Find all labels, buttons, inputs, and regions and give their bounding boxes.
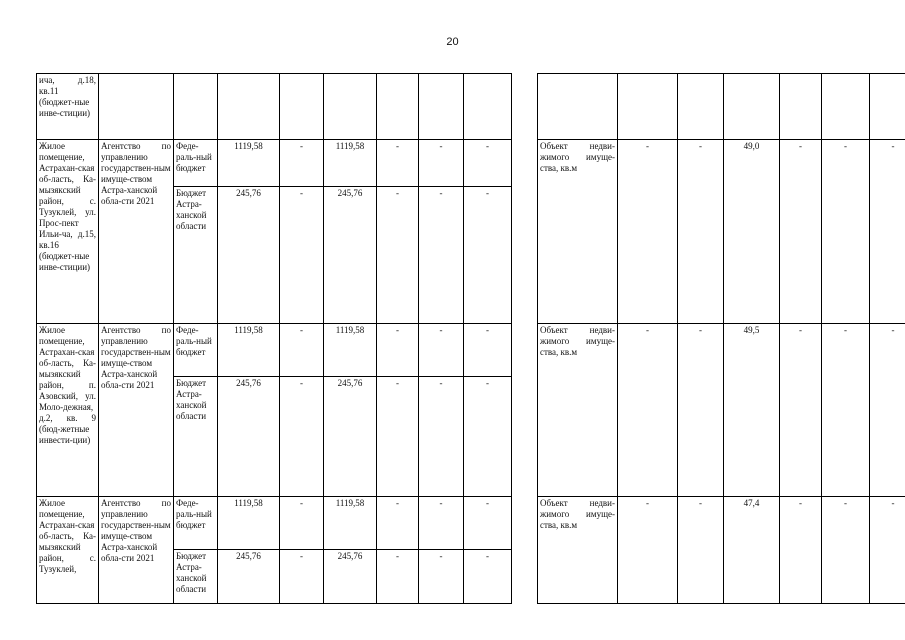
- object-cell: ича, д.18, кв.11 (бюджет-ные инве-стиции): [37, 74, 99, 140]
- object-cell: Жилое помещение, Астрахан-ская об-ласть, Ка-мызякский район, с. Тузуклей, ул. Прос-пект Ильи-ча, д.15, кв.16 (бюджет-ные инве-стиции): [37, 140, 99, 324]
- amount-cell: 1119,58: [324, 140, 377, 187]
- indicator-value-cell: -: [780, 324, 822, 497]
- amount-cell: -: [464, 377, 512, 497]
- indicator-value-cell: 49,0: [724, 140, 780, 324]
- indicator-value-cell: -: [822, 497, 870, 604]
- amount-cell: 245,76: [324, 377, 377, 497]
- amount-cell: -: [464, 140, 512, 187]
- indicator-value-cell: -: [780, 140, 822, 324]
- funding-source-cell: Бюджет Астра-ханской области: [174, 187, 218, 324]
- amount-cell: -: [280, 550, 324, 604]
- amount-cell: -: [419, 324, 464, 377]
- amount-cell: 245,76: [218, 187, 280, 324]
- amount-cell: 245,76: [218, 550, 280, 604]
- page-number: 20: [446, 36, 459, 48]
- amount-cell: 1119,58: [218, 497, 280, 550]
- indicator-value-cell: -: [618, 497, 678, 604]
- indicator-value-cell: -: [870, 324, 905, 497]
- amount-cell: 245,76: [324, 187, 377, 324]
- amount-cell: -: [419, 497, 464, 550]
- indicator-value-cell: -: [618, 140, 678, 324]
- table-row: [37, 497, 905, 550]
- customer-cell: Агентство по управлению государствен-ным имуще-ством Астра-ханской обла-сти 2021: [99, 497, 174, 604]
- amount-cell: -: [280, 140, 324, 187]
- object-cell: Жилое помещение, Астрахан-ская об-ласть, Ка-мызякский район, с. Тузуклей,: [37, 497, 99, 604]
- amount-cell: 1119,58: [324, 324, 377, 377]
- table-row: [37, 140, 905, 187]
- amount-cell: -: [464, 497, 512, 550]
- budget-table: [36, 73, 905, 604]
- indicator-value-cell: -: [678, 140, 724, 324]
- amount-cell: 245,76: [324, 550, 377, 604]
- amount-cell: -: [464, 187, 512, 324]
- amount-cell: -: [464, 550, 512, 604]
- funding-source-cell: Бюджет Астра-ханской области: [174, 377, 218, 497]
- customer-cell: Агентство по управлению государствен-ным имуще-ством Астра-ханской обла-сти 2021: [99, 324, 174, 497]
- amount-cell: 245,76: [218, 377, 280, 497]
- indicator-value-cell: -: [618, 324, 678, 497]
- amount-cell: -: [280, 187, 324, 324]
- amount-cell: -: [280, 377, 324, 497]
- table-row: [37, 74, 905, 140]
- funding-source-cell: Феде-раль-ный бюджет: [174, 497, 218, 550]
- amount-cell: -: [419, 550, 464, 604]
- amount-cell: -: [377, 550, 419, 604]
- table-row: [37, 324, 905, 377]
- indicator-value-cell: -: [822, 140, 870, 324]
- amount-cell: -: [419, 187, 464, 324]
- amount-cell: 1119,58: [218, 140, 280, 187]
- indicator-value-cell: -: [870, 497, 905, 604]
- indicator-cell: Объект недви-жимого имуще-ства, кв.м: [538, 324, 618, 497]
- indicator-value-cell: 47,4: [724, 497, 780, 604]
- amount-cell: -: [377, 187, 419, 324]
- indicator-cell: Объект недви-жимого имуще-ства, кв.м: [538, 497, 618, 604]
- amount-cell: -: [377, 324, 419, 377]
- amount-cell: 1119,58: [324, 497, 377, 550]
- indicator-value-cell: -: [678, 497, 724, 604]
- indicator-value-cell: -: [780, 497, 822, 604]
- indicator-value-cell: 49,5: [724, 324, 780, 497]
- customer-cell: Агентство по управлению государствен-ным имуще-ством Астра-ханской обла-сти 2021: [99, 140, 174, 324]
- indicator-cell: Объект недви-жимого имуще-ства, кв.м: [538, 140, 618, 324]
- funding-source-cell: Бюджет Астра-ханской области: [174, 550, 218, 604]
- amount-cell: -: [419, 377, 464, 497]
- indicator-value-cell: -: [678, 324, 724, 497]
- funding-source-cell: Феде-раль-ный бюджет: [174, 324, 218, 377]
- amount-cell: -: [280, 324, 324, 377]
- indicator-value-cell: -: [870, 140, 905, 324]
- amount-cell: 1119,58: [218, 324, 280, 377]
- object-cell: Жилое помещение, Астрахан-ская об-ласть, Ка-мызякский район, п. Азовский, ул. Моло-дежная, д.2, кв. 9 (бюд-жетные инвести-ции): [37, 324, 99, 497]
- amount-cell: -: [377, 377, 419, 497]
- amount-cell: -: [280, 497, 324, 550]
- funding-source-cell: Феде-раль-ный бюджет: [174, 140, 218, 187]
- amount-cell: -: [377, 140, 419, 187]
- indicator-value-cell: -: [822, 324, 870, 497]
- amount-cell: -: [419, 140, 464, 187]
- amount-cell: -: [377, 497, 419, 550]
- amount-cell: -: [464, 324, 512, 377]
